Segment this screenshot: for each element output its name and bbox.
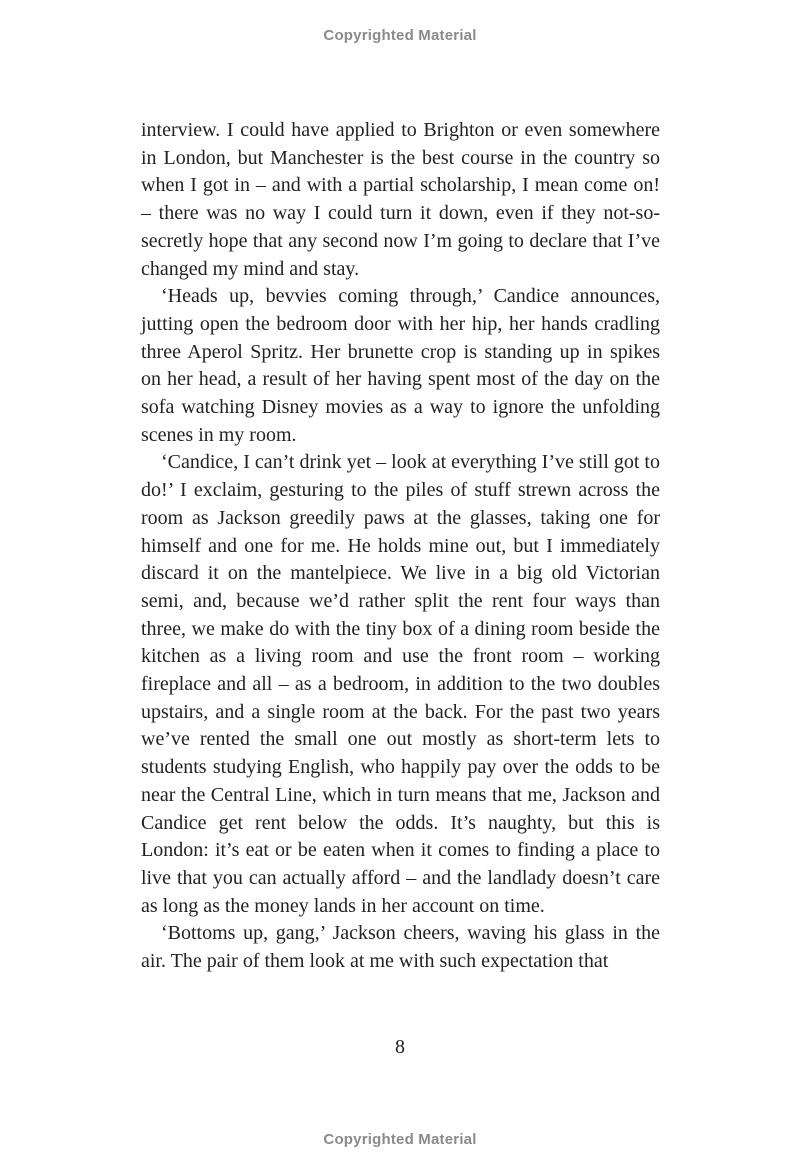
paragraph: interview. I could have applied to Brighton or even somewhere in London, but Manchester is the best course in the country so when I got in – and with a partial scholarship, I mean come on! – there was no way I could turn it down, even if they not-so-secretly hope that any second now I’m going to declare that I’ve changed my mind and stay. xyxy=(141,119,660,280)
body-text xyxy=(141,117,660,976)
paragraph: ‘Bottoms up, gang,’ Jackson cheers, waving his glass in the air. The pair of them look at me with such expectation that xyxy=(141,922,660,973)
paragraph: ‘Heads up, bevvies coming through,’ Candice announces, jutting open the bedroom door with her hip, her hands cradling three Aperol Spritz. Her brunette crop is standing up in spikes on her head, a result of her having spent most of the day on the sofa watching Disney movies as a way to ignore the unfolding scenes in my room. xyxy=(141,285,660,446)
page-number: 8 xyxy=(395,1036,405,1058)
paragraph: ‘Candice, I can’t drink yet – look at everything I’ve still got to do!’ I exclaim, gesturing to the piles of stuff strewn across the room as Jackson greedily paws at the glasses, taking one for himself and one for me. He holds mine out, but I immediately discard it on the mantelpiece. We live in a big old Victorian semi, and, because we’d rather split the rent four ways than three, we make do with the tiny box of a dining room beside the kitchen as a living room and use the front room – working fireplace and all – as a bedroom, in addition to the two doubles upstairs, and a single room at the back. For the past two years we’ve rented the small one out mostly as short-term lets to students studying English, who happily pay over the odds to be near the Central Line, which in turn means that me, Jackson and Candice get rent below the odds. It’s naughty, but this is London: it’s eat or be eaten when it comes to finding a place to live that you can actually afford – and the landlady doesn’t care as long as the money lands in her account on time. xyxy=(141,451,660,917)
copyright-watermark-bottom: Copyrighted Material xyxy=(323,1131,477,1148)
copyright-watermark-top: Copyrighted Material xyxy=(323,27,477,44)
